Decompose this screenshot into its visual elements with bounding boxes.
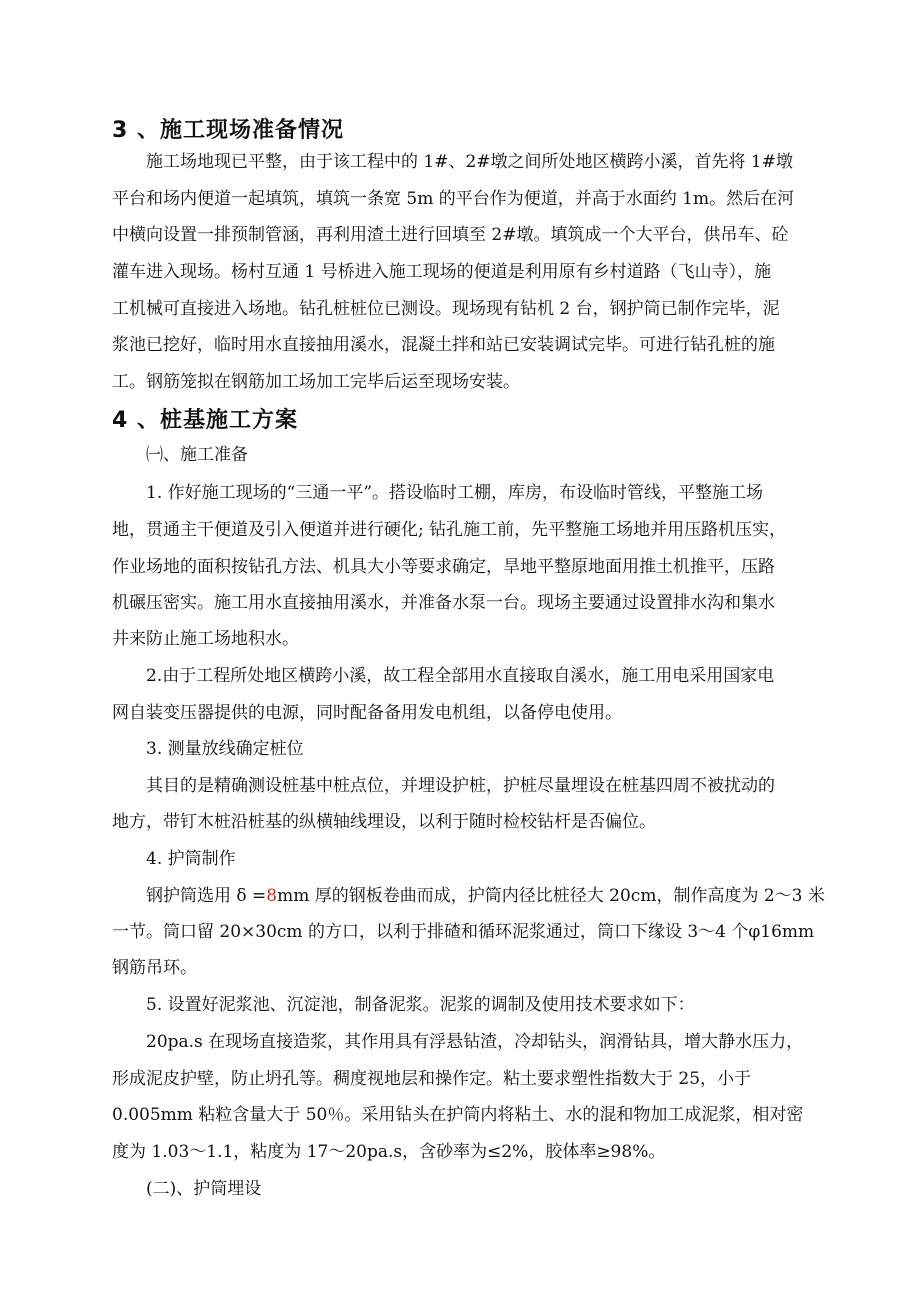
paragraph-line: 灌车进入现场。杨村互通 1 号桥进入施工现场的便道是利用原有乡村道路（飞山寺），施 [112, 262, 772, 282]
paragraph-line: 井来防止施工场地积水。 [112, 629, 299, 649]
line-text-start: 钢护筒选用 δ = [146, 886, 267, 906]
paragraph-line: 工。钢筋笼拟在钢筋加工场加工完毕后运至现场安装。 [112, 372, 520, 392]
paragraph-line: 形成泥皮护壁，防止坍孔等。稠度视地层和操作定。粘土要求塑性指数大于 25，小于 [112, 1069, 752, 1089]
paragraph-line: 机碾压密实。施工用水直接抽用溪水，并准备水泵一台。现场主要通过设置排水沟和集水 [112, 593, 775, 613]
paragraph-line: 施工场地现已平整，由于该工程中的 1#、2#墩之间所处地区横跨小溪，首先将 1#墩 [146, 152, 793, 172]
paragraph-line: 工机械可直接进入场地。钻孔桩桩位已测设。现场现有钻机 2 台，钢护筒已制作完毕，泥 [112, 299, 780, 319]
paragraph-line: 一节。筒口留 20×30cm 的方口，以利于排碴和循环泥浆通过，筒口下缘设 3～4 个φ16mm [112, 922, 815, 942]
item-title: 4. 护筒制作 [146, 849, 236, 869]
paragraph-line: 钢筋吊环。 [112, 958, 197, 978]
item-title: 3. 测量放线确定桩位 [146, 739, 304, 759]
paragraph-line: 浆池已挖好，临时用水直接抽用溪水，混凝土拌和站已安装调试完毕。可进行钻孔桩的施 [112, 335, 775, 355]
paragraph-line: 1. 作好施工现场的“三通一平”。搭设临时工棚，库房，布设临时管线，平整施工场 [146, 483, 764, 503]
paragraph-line: 平台和场内便道一起填筑，填筑一条宽 5m 的平台作为便道，并高于水面约 1m。然后在河 [112, 189, 795, 209]
paragraph-line: 网自装变压器提供的电源，同时配备备用发电机组，以备停电使用。 [112, 703, 622, 723]
paragraph-line: 2.由于工程所处地区横跨小溪，故工程全部用水直接取自溪水，施工用电采用国家电 [146, 666, 775, 686]
paragraph-line: 20pa.s 在现场直接造浆，其作用具有浮悬钻渣，冷却钻头，润滑钻具，增大静水压力， [146, 1032, 804, 1052]
section-3-heading: 3 、施工现场准备情况 [112, 118, 344, 143]
section-4-heading: 4 、桩基施工方案 [112, 408, 298, 433]
highlighted-value: 8 [266, 886, 278, 906]
paragraph-line: 度为 1.03～1.1，粘度为 17～20pa.s，含砂率为≤2%，胶体率≥98%。 [112, 1142, 666, 1162]
item-title: 5. 设置好泥浆池、沉淀池，制备泥浆。泥浆的调制及使用技术要求如下： [146, 995, 695, 1015]
paragraph-line: 地方，带钉木桩沿桩基的纵横轴线埋设，以利于随时检校钻杆是否偏位。 [112, 812, 656, 832]
paragraph-line: 作业场地的面积按钻孔方法、机具大小等要求确定，旱地平整原地面用推土机推平，压路 [112, 557, 775, 577]
line-text-end: mm 厚的钢板卷曲而成，护筒内径比桩径大 20cm，制作高度为 2～3 米 [277, 886, 825, 906]
paragraph-line [146, 884, 825, 908]
paragraph-line: 其目的是精确测设桩基中桩点位，并埋设护桩，护桩尽量埋设在桩基四周不被扰动的 [146, 776, 775, 796]
paragraph-line: 地，贯通主干便道及引入便道并进行硬化; 钻孔施工前，先平整施工场地并用压路机压实， [112, 520, 787, 540]
paragraph-line: 0.005mm 粘粒含量大于 50％。采用钻头在护筒内将粘土、水的混和物加工成泥浆，相对密 [112, 1105, 804, 1125]
paragraph-line: 中横向设置一排预制管涵，再利用渣土进行回填至 2#墩。填筑成一个大平台，供吊车、砼 [112, 225, 789, 245]
subsection-title: ㈠、施工准备 [146, 445, 248, 465]
subsection-title: (二)、护筒埋设 [146, 1179, 262, 1199]
